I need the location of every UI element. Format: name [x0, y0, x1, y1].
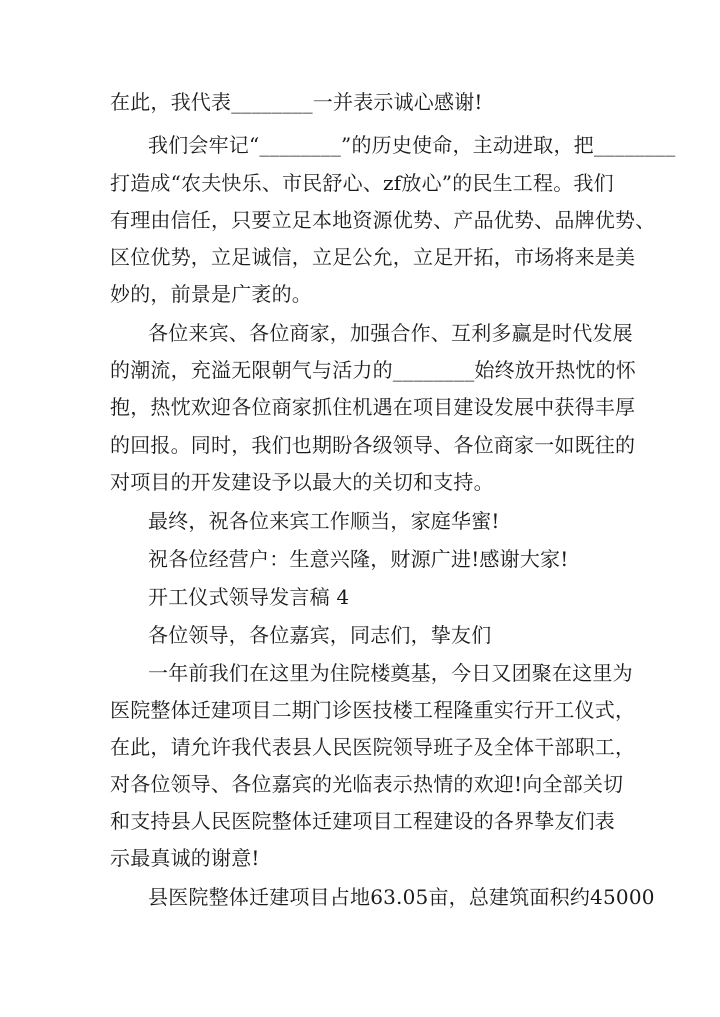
- text-line: 各位领导，各位嘉宾，同志们，挚友们: [148, 623, 492, 647]
- text-line: 在此，请允许我代表县人民医院领导班子及全体干部职工，: [110, 735, 636, 759]
- text-line: 对项目的开发建设予以最大的关切和支持。: [110, 470, 494, 494]
- text-line: 在此，我代表________一并表示诚心感谢!: [110, 90, 483, 114]
- text-line: 示最真诚的谢意!: [110, 846, 260, 870]
- section-heading: 开工仪式领导发言稿 4: [148, 585, 350, 609]
- text-line: 医院整体迁建项目二期门诊医技楼工程隆重实行开工仪式，: [110, 698, 636, 722]
- text-line: 祝各位经营户：生意兴隆，财源广进!感谢大家!: [148, 547, 569, 571]
- text-line: 各位来宾、各位商家，加强合作、互利多赢是时代发展: [148, 321, 633, 345]
- text-line: 一年前我们在这里为住院楼奠基，今日又团聚在这里为: [148, 661, 633, 685]
- text-line: 对各位领导、各位嘉宾的光临表示热情的欢迎!向全部关切: [110, 772, 624, 796]
- text-line: 抱，热忱欢迎各位商家抓住机遇在项目建设发展中获得丰厚: [110, 395, 636, 419]
- text-line: 的回报。同时，我们也期盼各级领导、各位商家一如既往的: [110, 433, 636, 457]
- text-line: 区位优势，立足诚信，立足公允，立足开拓，市场将来是美: [110, 245, 636, 269]
- text-line: 和支持县人民医院整体迁建项目工程建设的各界挚友们表: [110, 809, 615, 833]
- text-line: 的潮流，充溢无限朝气与活力的________始终放开热忱的怀: [110, 358, 636, 382]
- text-line: 打造成“农夫快乐、市民舒心、zf放心”的民生工程。我们: [110, 171, 614, 195]
- text-line: 县医院整体迁建项目占地63.05亩，总建筑面积约45000: [148, 885, 655, 909]
- text-line: 妙的，前景是广袤的。: [110, 282, 312, 306]
- text-line: 最终，祝各位来宾工作顺当，家庭华蜜!: [148, 509, 500, 533]
- text-line: 有理由信任，只要立足本地资源优势、产品优势、品牌优势、: [110, 208, 656, 232]
- text-line: 我们会牢记“________”的历史使命，主动进取，把________: [148, 133, 676, 157]
